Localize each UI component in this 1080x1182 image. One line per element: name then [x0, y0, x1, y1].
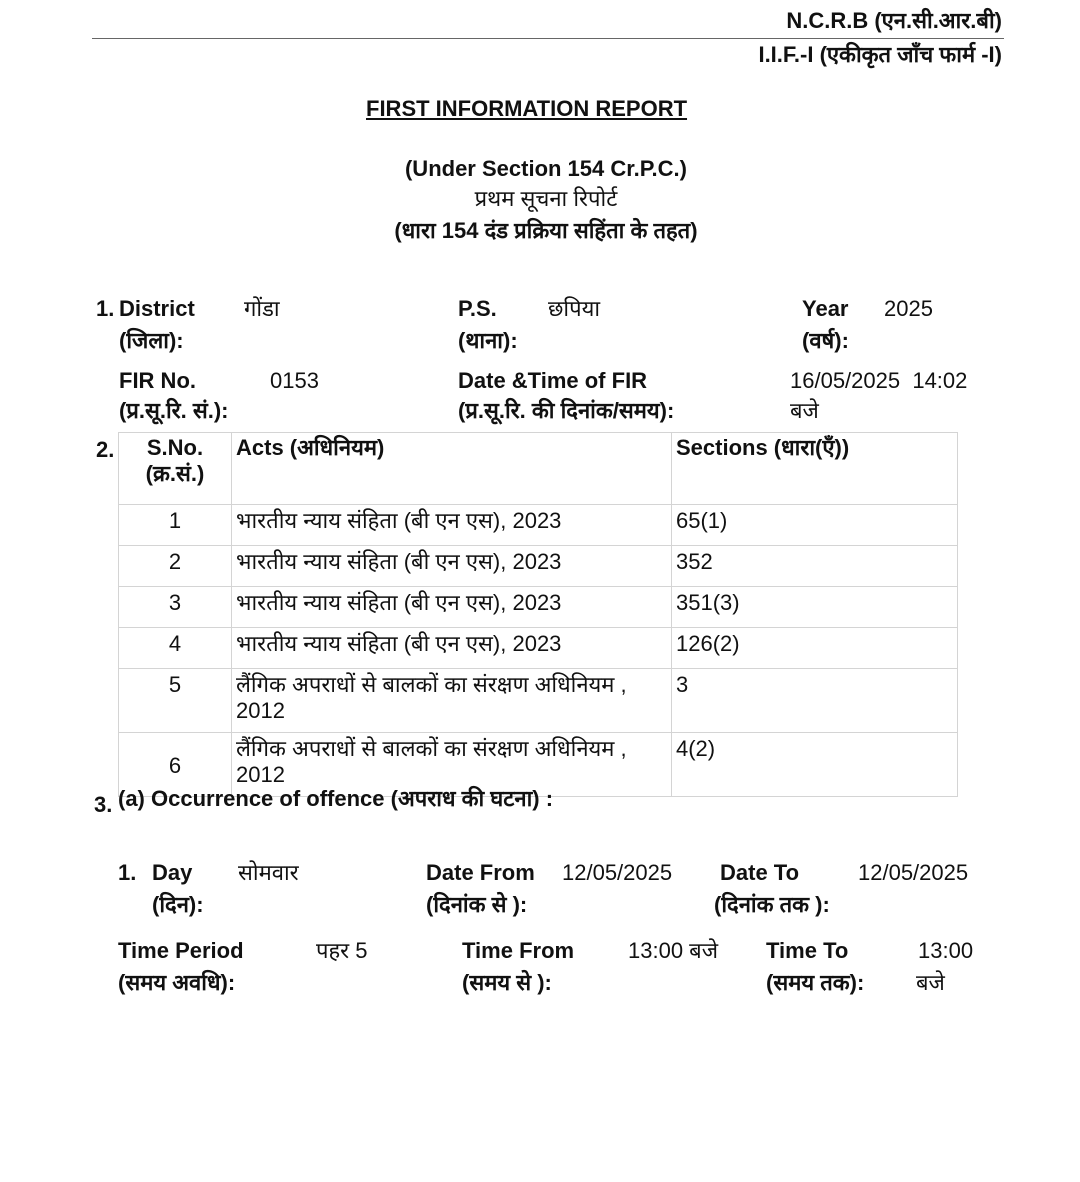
iif-label: I.I.F.-I (एकीकृत जाँच फार्म -I)	[758, 42, 1002, 67]
row-section: 352	[672, 546, 958, 587]
time-to-hindi-label: (समय तक):	[766, 970, 865, 995]
time-from-label: Time From	[462, 938, 575, 963]
date-to-value: 12/05/2025	[858, 860, 969, 885]
table-row	[119, 546, 958, 587]
year-hindi-label: (वर्ष):	[802, 328, 849, 353]
header-sections: Sections (धारा(एँ))	[672, 433, 958, 505]
fir-no-label: FIR No.	[119, 368, 196, 393]
ncrb-label: N.C.R.B (एन.सी.आर.बी)	[786, 8, 1002, 33]
time-period-label: Time Period	[118, 938, 244, 963]
row-act: भारतीय न्याय संहिता (बी एन एस), 2023	[232, 628, 672, 669]
fir-no-value: 0153	[270, 368, 319, 393]
row-section: 126(2)	[672, 628, 958, 669]
header-sno-cell	[119, 433, 232, 505]
acts-table	[118, 432, 958, 797]
report-section: (Under Section 154 Cr.P.C.)	[404, 156, 687, 181]
fir-no-hindi-label: (प्र.सू.रि. सं.):	[119, 398, 229, 423]
date-to-hindi-label: (दिनांक तक ):	[714, 892, 830, 917]
row-act: लैंगिक अपराधों से बालकों का संरक्षण अधिनियम , 2012	[232, 733, 672, 797]
header-sno-hindi: (क्र.सं.)	[145, 461, 205, 487]
date-to-label: Date To	[720, 860, 800, 885]
day-hindi-label: (दिन):	[152, 892, 204, 917]
day-value: सोमवार	[238, 860, 299, 885]
time-to-suffix: बजे	[916, 970, 945, 995]
row-sno: 1	[119, 505, 232, 546]
row-act: भारतीय न्याय संहिता (बी एन एस), 2023	[232, 505, 672, 546]
day-label: Day	[152, 860, 193, 885]
table-row	[119, 669, 958, 733]
fir-datetime-suffix: बजे	[790, 398, 819, 423]
table-row	[119, 628, 958, 669]
row-sno: 5	[119, 669, 232, 733]
fir-datetime-hindi-label: (प्र.सू.रि. की दिनांक/समय):	[458, 398, 675, 423]
fir-datetime-label: Date &Time of FIR	[458, 368, 648, 393]
time-from-hindi-label: (समय से ):	[462, 970, 552, 995]
row-sno: 3	[119, 587, 232, 628]
time-to-label: Time To	[766, 938, 849, 963]
header-acts: Acts (अधिनियम)	[232, 433, 672, 505]
district-hindi-label: (जिला):	[119, 328, 184, 353]
row-section: 65(1)	[672, 505, 958, 546]
report-title-hindi: प्रथम सूचना रिपोर्ट	[474, 186, 618, 211]
header-divider	[92, 38, 1004, 39]
district-label: District	[119, 296, 195, 321]
table-row	[119, 587, 958, 628]
occurrence-heading: (a) Occurrence of offence (अपराध की घटना) :	[118, 786, 554, 811]
day-number: 1.	[118, 860, 137, 885]
row-sno: 4	[119, 628, 232, 669]
row-act: लैंगिक अपराधों से बालकों का संरक्षण अधिनियम , 2012	[232, 669, 672, 733]
row-section: 4(2)	[672, 733, 958, 797]
fir-datetime-value: 16/05/2025 14:02	[790, 368, 968, 393]
time-from-value: 13:00 बजे	[628, 938, 719, 963]
table-row	[119, 505, 958, 546]
year-label: Year	[802, 296, 849, 321]
time-period-hindi-label: (समय अवधि):	[118, 970, 236, 995]
date-from-label: Date From	[426, 860, 535, 885]
ps-hindi-label: (थाना):	[458, 328, 518, 353]
row-sno: 2	[119, 546, 232, 587]
row-section: 351(3)	[672, 587, 958, 628]
acts-table-header	[119, 433, 958, 505]
report-title: FIRST INFORMATION REPORT	[366, 96, 688, 121]
item1-number: 1.	[96, 296, 115, 321]
header-sno: S.No.	[146, 435, 204, 460]
row-act: भारतीय न्याय संहिता (बी एन एस), 2023	[232, 587, 672, 628]
report-section-hindi: (धारा 154 दंड प्रक्रिया सहिंता के तहत)	[394, 218, 698, 243]
time-period-value: पहर 5	[316, 938, 368, 963]
row-act: भारतीय न्याय संहिता (बी एन एस), 2023	[232, 546, 672, 587]
ps-label: P.S.	[458, 296, 497, 321]
date-from-value: 12/05/2025	[562, 860, 673, 885]
time-to-value: 13:00	[918, 938, 974, 963]
item3-number: 3.	[94, 792, 113, 817]
row-section: 3	[672, 669, 958, 733]
date-from-hindi-label: (दिनांक से ):	[426, 892, 528, 917]
ps-value: छपिया	[548, 296, 601, 321]
year-value: 2025	[884, 296, 933, 321]
row-sno: 6	[119, 733, 232, 797]
item2-number: 2.	[96, 437, 115, 462]
district-value: गोंडा	[244, 296, 280, 321]
